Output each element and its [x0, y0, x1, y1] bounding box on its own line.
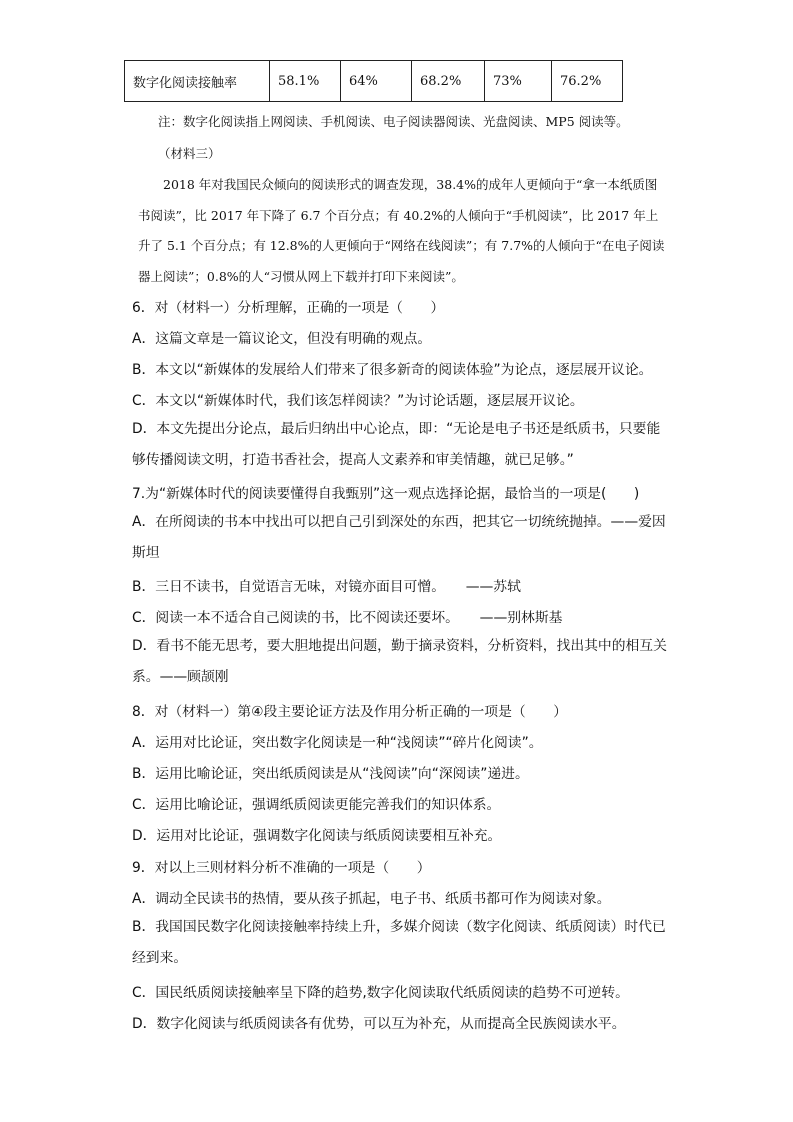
question-6-option-c: C．本文以“新媒体时代，我们该怎样阅读？”为讨论话题，逐层展开议论。: [132, 393, 584, 409]
question-9-option-c: C．国民纸质阅读接触率呈下降的趋势,数字化阅读取代纸质阅读的趋势不可逆转。: [132, 985, 629, 1001]
material-3-title: （材料三）: [158, 146, 221, 161]
reading-rate-table: [124, 60, 623, 102]
question-7-option-c: C．阅读一本不适合自己阅读的书，比不阅读还要坏。 ——别林斯基: [132, 610, 563, 626]
table-cell: 64%: [341, 61, 412, 102]
question-9-option-d: D．数字化阅读与纸质阅读各有优势，可以互为补充，从而提高全民族阅读水平。: [132, 1016, 626, 1032]
question-7-option-b: B．三日不读书，自觉语言无味，对镜亦面目可憎。 ——苏轼: [132, 579, 521, 595]
question-6-option-d: D．本文先提出分论点，最后归纳出中心论点，即：“无论是电子书还是纸质书，只要能够传播阅读文明，打造书香社会，提高人文素养和审美情趣，就已足够。”: [132, 421, 661, 468]
table-cell: 68.2%: [412, 61, 485, 102]
question-8-option-a: A．运用对比论证，突出数字化阅读是一种“浅阅读”“碎片化阅读”。: [132, 735, 543, 751]
table-row-label: 数字化阅读接触率: [125, 61, 270, 102]
table-cell: 73%: [485, 61, 552, 102]
table-cell: 76.2%: [552, 61, 623, 102]
question-9-option-b: B．我国国民数字化阅读接触率持续上升，多媒介阅读（数字化阅读、纸质阅读）时代已经到来。: [132, 919, 666, 966]
question-8-option-c: C．运用比喻论证，强调纸质阅读更能完善我们的知识体系。: [132, 797, 501, 813]
material-3-text: 2018 年对我国民众倾向的阅读形式的调查发现，38.4%的成年人更倾向于“拿一本纸质图书阅读”，比 2017 年下降了 6.7 个百分点；有 40.2%的人倾向于“手机阅读”，比 2017 年上升了 5.1 个百分点；有 12.8%的人更倾向于“网络在线阅读”；有 7.7%的人倾向于“在电子阅读器上阅读”；0.8%的人“习惯从网上下载并打印下来阅读”。: [138, 177, 665, 284]
table-cell: 58.1%: [270, 61, 341, 102]
table-row: [125, 61, 623, 102]
question-6-option-a: A．这篇文章是一篇议论文，但没有明确的观点。: [132, 331, 432, 347]
question-7-stem: 7.为“新媒体时代的阅读要懂得自我甄别”这一观点选择论据，最恰当的一项是( ): [132, 486, 640, 502]
question-8-option-d: D．运用对比论证，强调数字化阅读与纸质阅读要相互补充。: [132, 828, 502, 844]
question-7-option-a: A．在所阅读的书本中找出可以把自己引到深处的东西，把其它一切统统抛掉。——爱因斯坦: [132, 514, 666, 561]
question-6-option-b: B．本文以“新媒体的发展给人们带来了很多新奇的阅读体验”为论点，逐层展开议论。: [132, 362, 653, 378]
question-9-stem: 9．对以上三则材料分析不准确的一项是（ ）: [132, 860, 431, 876]
question-8-stem: 8．对（材料一）第④段主要论证方法及作用分析正确的一项是（ ）: [132, 704, 568, 720]
question-8-option-b: B．运用比喻论证，突出纸质阅读是从“浅阅读”向“深阅读”递进。: [132, 766, 529, 782]
question-9-option-a: A．调动全民读书的热情，要从孩子抓起，电子书、纸质书都可作为阅读对象。: [132, 891, 611, 907]
question-6-stem: 6．对（材料一）分析理解，正确的一项是（ ）: [132, 300, 445, 316]
table-note: 注：数字化阅读指上网阅读、手机阅读、电子阅读器阅读、光盘阅读、MP5 阅读等。: [158, 114, 629, 129]
question-7-option-d: D．看书不能无思考，要大胆地提出问题，勤于摘录资料，分析资料，找出其中的相互关系。——顾颉刚: [132, 638, 667, 685]
